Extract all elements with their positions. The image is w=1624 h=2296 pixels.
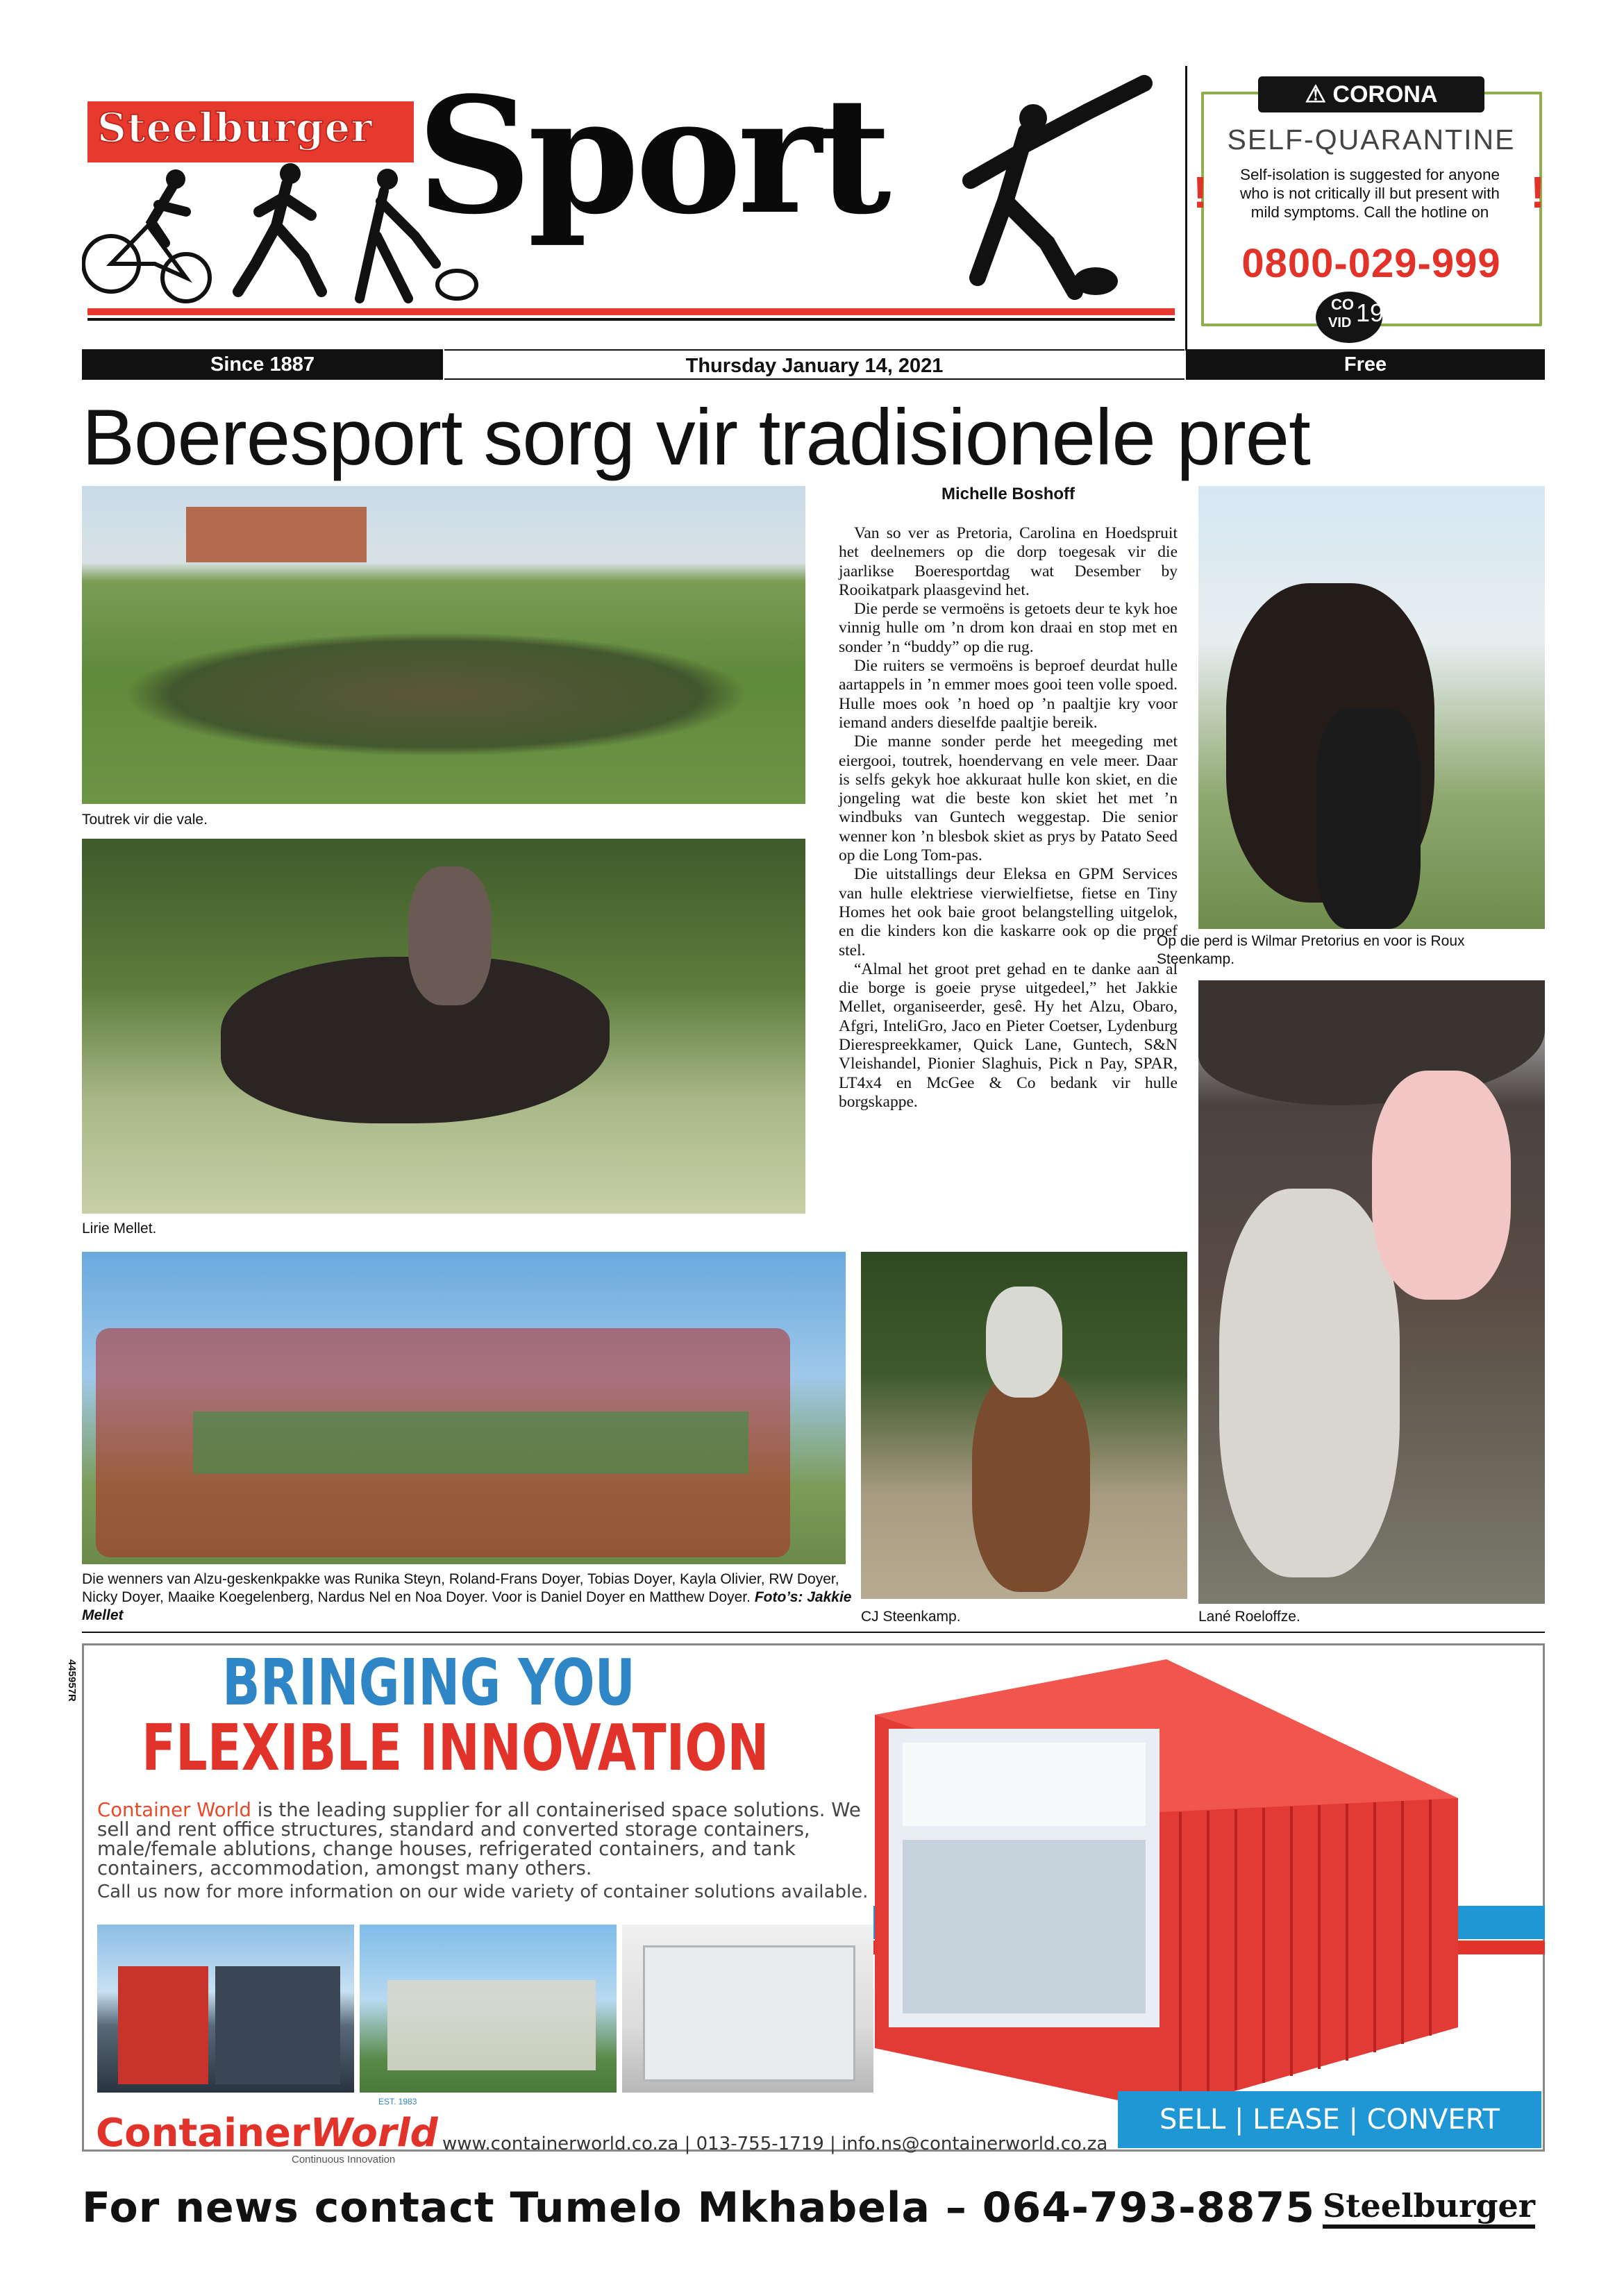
caption-wilmar: Op die perd is Wilmar Pretorius en voor is Roux Steenkamp. (1157, 933, 1465, 967)
logo-tagline: Continuous Innovation (292, 2154, 396, 2165)
warning-icon: ⚠ (1305, 81, 1333, 108)
exclamation-icon-right: ! (1530, 167, 1546, 217)
caption-tug-of-war: Toutrek vir die vale. (82, 812, 208, 828)
photo-tug-of-war (82, 486, 805, 804)
issue-date: Thursday January 14, 2021 (444, 349, 1184, 380)
caption-lirie: Lirie Mellet. (82, 1221, 157, 1237)
caption-winners: Die wenners van Alzu-geskenkpakke was Runika Steyn, Roland-Frans Doyer, Tobias Doyer, Kayla Olivier, RW Doyer, Nicky Doyer, Maaike Koegelenberg, Nardus Nel en Noa Doyer. Voor is Daniel Doyer en Matthew Doyer. Foto’s: Jakkie Mellet (82, 1571, 852, 1623)
athletes-illustration (82, 160, 492, 309)
rugby-player-illustration (915, 69, 1179, 309)
red-container-illustration (861, 1639, 1472, 2111)
covid19-logo: CO VID 19 (1316, 292, 1382, 343)
photo-cj-horse (861, 1252, 1187, 1599)
footer-steelburger-logo: Steelburger (1323, 2187, 1535, 2229)
article-paragraph: Die perde se vermoëns is getoets deur te kyk hoe vinnig hulle om ’n drom kon draai en stop met en sonder ’n “buddy” op die rug. (839, 600, 1178, 656)
headline: Boeresport sorg vir tradisionele pret (82, 394, 1310, 482)
masthead (82, 62, 1179, 333)
ad-headline-2: FLEXIBLE INNOVATION (142, 1711, 769, 1785)
masthead-underline-black (87, 318, 1175, 321)
article-paragraph: Die ruiters se vermoëns is beproef deurdat hulle aartappels in ’n emmer moes gooi teen volle spoed. Hulle moes ook ’n hoed op ’n paaltjie kry voor iemand anders dieselfde paaltjie bereik. (839, 657, 1178, 732)
ad-body: Container World is the leading supplier for all containerised space solutions. We sell and rent office structures, standard and converted storage containers, male/female ablutions, change houses, refrigerated containers, and tank containers, accommodation, amongst many others. (97, 1799, 861, 1879)
byline: Michelle Boshoff (941, 485, 1075, 503)
price-label: Free (1186, 349, 1545, 380)
photo-lane-horse (1198, 980, 1545, 1604)
article-paragraph: “Almal het groot pret gehad en te danke aan al die borge is goeie pryse uitgedeel,” het Jakkie Mellet, organiseerder, gesê. Hy het Alzu, Obaro, Afgri, InteliGro, Jaco en Pieter Coetser, Lydenburg Dierespreekkamer, Quick Lane, Guntech, S&N Vleishandel, Pionier Slaghuis, Pick n Pay, SPAR, LT4x4 en McGee & Co bedank vir hulle borgskappe. (839, 960, 1178, 1111)
article-paragraph: Die uitstallings deur Eleksa en GPM Services van hulle elektriese vierwielfietse, fietse en Tiny Homes het ook baie groot belangstelling uitgelok, en die kinders kon die kaskarre ook op die proef stel. (839, 865, 1178, 960)
since-label: Since 1887 (82, 349, 443, 380)
sell-lease-convert-banner: SELL | LEASE | CONVERT (1118, 2091, 1541, 2148)
masthead-divider (1185, 66, 1187, 351)
corona-badge: ⚠ CORONA (1258, 76, 1484, 112)
ad-brand-inline: Container World (97, 1799, 251, 1821)
masthead-underline-red (87, 308, 1175, 315)
ad-contact-line: www.containerworld.co.za | 013-755-1719 | info.ns@containerworld.co.za (442, 2134, 1108, 2154)
ad-separator (82, 1632, 1545, 1633)
ad-number: 445957R (66, 1659, 78, 1702)
logo-est: EST. 1983 (378, 2097, 417, 2106)
article-paragraph: Die manne sonder perde het meegeding met eiergooi, toutrek, hoendervang en vele meer. Daar is selfs gekyk hoe akkuraat hulle kon skiet, en die jongeling wat die beste kon skiet het met ’n windbuks van Guntech weggestap. Die senior wenner kon ’n blesbok skiet as prys by Patato Seed op die Long Tom-pas. (839, 732, 1178, 865)
steelburger-logo: Steelburger (97, 104, 373, 151)
self-quarantine-heading: SELF-QUARANTINE (1227, 124, 1516, 156)
covid-hotline: 0800-029-999 (1241, 241, 1501, 286)
masthead-title: Sport (417, 62, 887, 250)
container-world-logo: ContainerWorld (96, 2111, 438, 2156)
article-paragraph: Van so ver as Pretoria, Carolina en Hoedspruit het deelnemers op die dorp toegesak vir die jaarlikse Boeresportdag wat Desember by Rooikatpark plaasgevind het. (839, 524, 1178, 599)
ad-photo-office-container (97, 1925, 354, 2093)
photo-winners (82, 1252, 846, 1564)
photo-credit: Foto’s: Jakkie Mellet (82, 1589, 852, 1623)
caption-cj: CJ Steenkamp. (861, 1609, 961, 1625)
ad-headline-1: BRINGING YOU (222, 1645, 635, 1720)
ad-photo-refrigerated-container (622, 1925, 873, 2093)
news-contact: For news contact Tumelo Mkhabela – 064-793-8875 (82, 2184, 1316, 2232)
photo-lirie-horse (82, 839, 805, 1214)
ad-photo-glass-container (360, 1925, 617, 2093)
covid-advice-text: Self-isolation is suggested for anyone who is not critically ill but present with mild symptoms. Call the hotline on (1240, 166, 1500, 221)
photo-wilmar-horse (1198, 486, 1545, 929)
caption-lane: Lané Roeloffze. (1198, 1609, 1300, 1625)
ad-call-to-action: Call us now for more information on our wide variety of container solutions available. (97, 1882, 869, 1902)
article-body (839, 524, 1178, 1112)
exclamation-icon-left: ! (1193, 167, 1208, 217)
